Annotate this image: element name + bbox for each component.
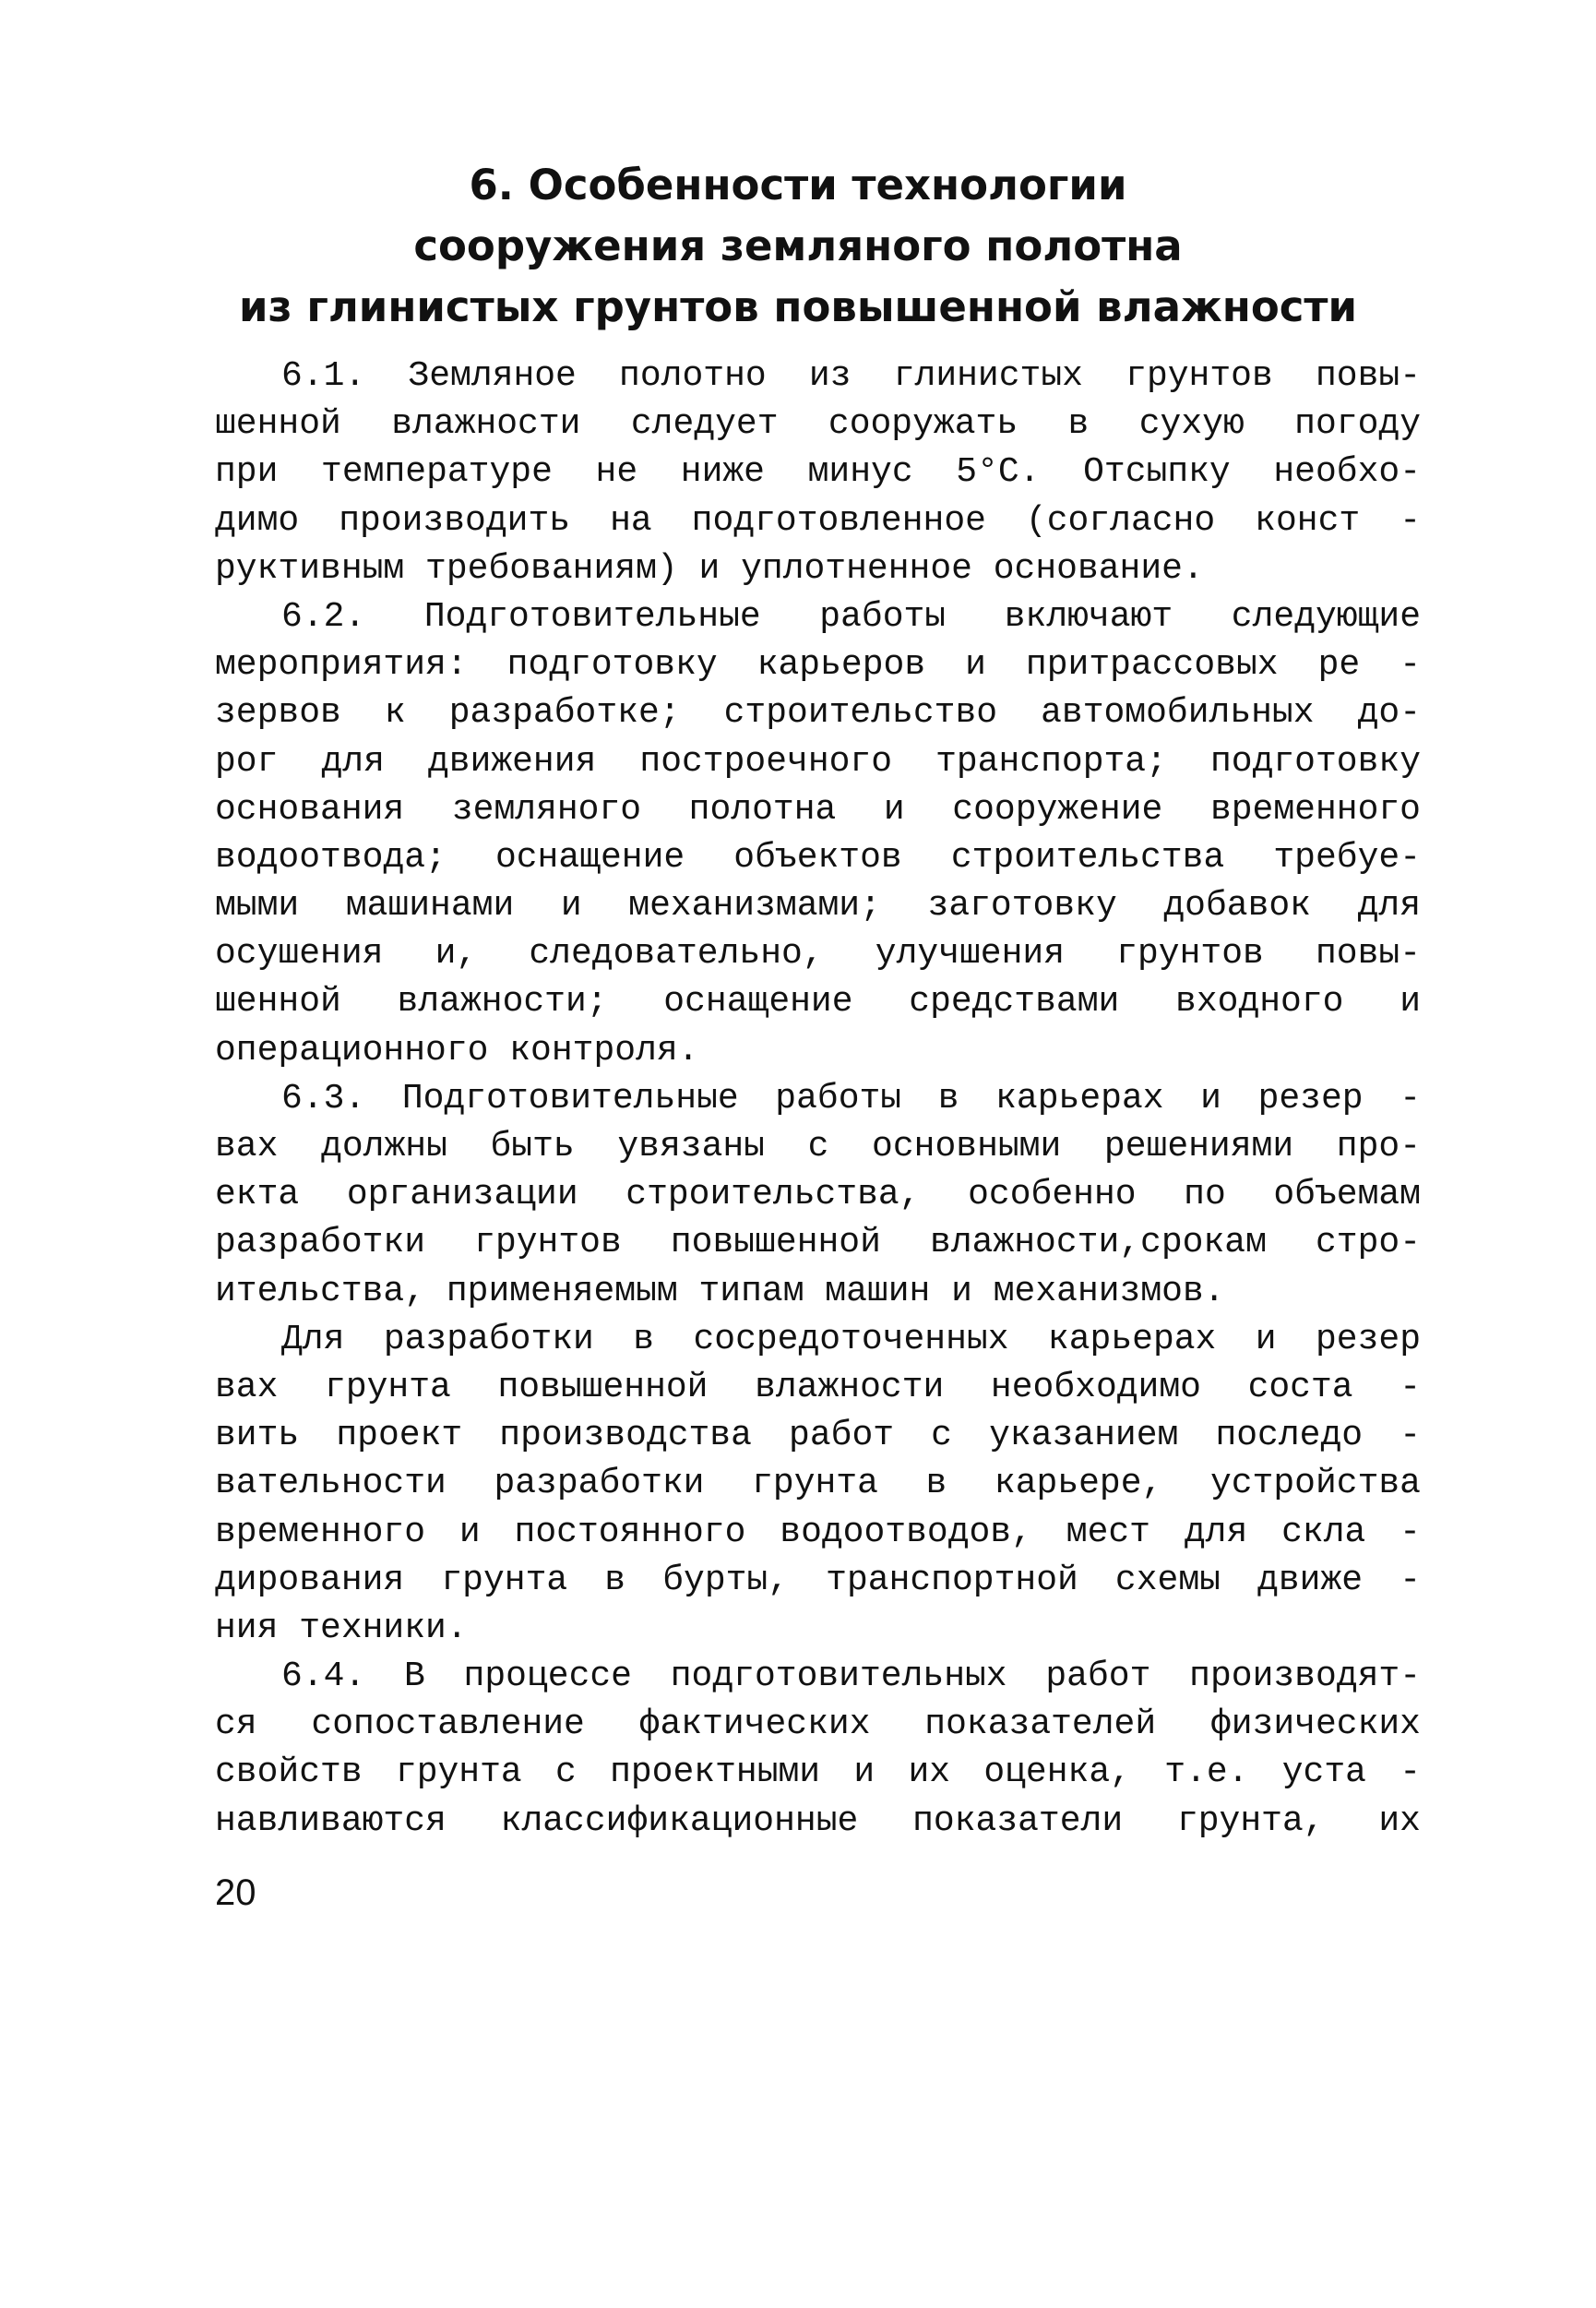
- text-line: димо производить на подготовленное (согласно конст -: [215, 500, 1421, 541]
- text-line: шенной влажности следует сооружать в сухую погоду: [215, 404, 1421, 445]
- text-line: осушения и, следовательно, улучшения грунтов повы-: [215, 934, 1421, 975]
- text-line: мыми машинами и механизмами; заготовку добавок для: [215, 886, 1421, 927]
- heading-line-3: из глинистых грунтов повышенной влажности: [238, 282, 1358, 331]
- text-line: Для разработки в сосредоточенных карьерах и резер: [281, 1319, 1421, 1359]
- text-line: рог для движения построечного транспорта; подготовку: [215, 741, 1421, 782]
- paragraph-6-3-continued: [215, 1316, 1421, 1653]
- text-line: ся сопоставление фактических показателей физических: [215, 1704, 1421, 1745]
- text-line: вах должны быть увязаны с основными решениями про-: [215, 1127, 1421, 1166]
- text-line: вах грунта повышенной влажности необходимо соста -: [215, 1367, 1421, 1407]
- text-line: екта организации строительства, особенно по объемам: [215, 1175, 1421, 1215]
- text-line: свойств грунта с проектными и их оценка, т.е. уста -: [215, 1752, 1421, 1793]
- text-line: при температуре не ниже минус 5°С. Отсыпку необхо-: [215, 452, 1421, 493]
- text-line: руктивным требованиям) и уплотненное основание.: [215, 548, 1204, 589]
- text-line: операционного контроля.: [215, 1030, 699, 1070]
- text-line: ительства, применяемым типам машин и механизмов.: [215, 1271, 1225, 1311]
- text-line: вательности разработки грунта в карьере, устройства: [215, 1464, 1421, 1504]
- paragraph-6-2: [215, 593, 1421, 1075]
- text-line: навливаются классификационные показатели грунта, их: [215, 1800, 1421, 1841]
- text-line: 6.2. Подготовительные работы включают следующие: [281, 596, 1421, 637]
- text-line: дирования грунта в бурты, транспортной схемы движе -: [215, 1560, 1421, 1600]
- text-line: вить проект производства работ с указанием последо -: [215, 1416, 1421, 1456]
- text-line: шенной влажности; оснащение средствами входного и: [215, 982, 1421, 1022]
- text-line: основания земляного полотна и сооружение временного: [215, 789, 1421, 830]
- section-heading: [0, 155, 1596, 338]
- paragraph-6-4: [215, 1653, 1421, 1846]
- heading-line-2: сооружения земляного полотна: [413, 221, 1183, 270]
- text-line: 6.1. Земляное полотно из глинистых грунтов повы-: [281, 356, 1421, 396]
- text-line: разработки грунтов повышенной влажности,срокам стро-: [215, 1223, 1421, 1263]
- body-text: [215, 353, 1421, 1846]
- paragraph-6-1: [215, 353, 1421, 593]
- text-line: водоотвода; оснащение объектов строительства требуе-: [215, 837, 1421, 878]
- heading-line-1: 6. Особенности технологии: [469, 161, 1127, 209]
- text-line: временного и постоянного водоотводов, мест для скла -: [215, 1512, 1421, 1552]
- text-line: 6.3. Подготовительные работы в карьерах и резер -: [281, 1078, 1421, 1118]
- text-line: зервов к разработке; строительство автомобильных до-: [215, 693, 1421, 734]
- text-line: ния техники.: [215, 1608, 468, 1648]
- page-number: 20: [215, 1872, 256, 1913]
- paragraph-6-3: [215, 1075, 1421, 1316]
- text-line: 6.4. В процессе подготовительных работ производят-: [281, 1656, 1421, 1697]
- text-line: мероприятия: подготовку карьеров и притрассовых ре -: [215, 645, 1421, 686]
